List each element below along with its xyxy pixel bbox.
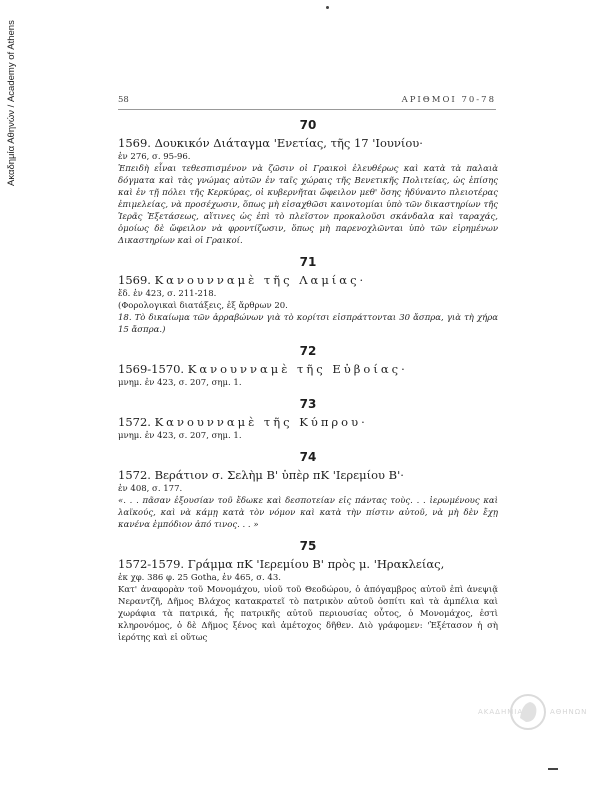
entry-title-text: Κανουνναμὲ τῆς Λαμίας· [154,273,367,287]
entry-title [118,273,498,288]
watermark-left-text: ΑΚΑΔΗΜΙΑ [478,708,524,716]
entry-number: 75 [299,539,317,553]
entry-reference: ἐν 276, σ. 95-96. [118,152,191,162]
page-content [118,118,498,644]
page-number: 58 [118,95,129,105]
entry-72 [118,344,498,389]
top-dot [326,6,329,9]
entry-year: 1569. [118,273,151,287]
entry-reference: μνημ. ἐν 423, σ. 207, σημ. 1. [118,378,242,388]
entry-year: 1572. [118,415,151,429]
footer-mark [548,768,558,770]
entry-note: (Φορολογικαὶ διατάξεις, ἐξ ἄρθρων 20. [118,301,288,311]
side-label: Ακαδημία Αθηνών / Academy of Athens [6,20,17,186]
entry-reference: μνημ. ἐν 423, σ. 207, σημ. 1. [118,431,242,441]
section-title: ΑΡΙΘΜΟΙ 70-78 [401,95,496,105]
entry-number: 70 [299,118,317,132]
entry-74 [118,450,498,531]
entry-number: 71 [299,255,317,269]
entry-reference: ἔδ. ἐν 423, σ. 211-218. [118,289,217,299]
entry-body: Κατ' ἀναφορὰν τοῦ Μονομάχου, υἱοῦ τοῦ Θεοδώρου, ὁ ἀπόγαμβρος αὐτοῦ ἐπὶ ἀνεψιᾷ Νεραντζῆ, Δῆμος Βλάχος κατακρατεῖ τὸ πατρικὸν αὐτοῦ ὁσπίτι καὶ τὰ ἀμπέλια καὶ χωράφια τὰ πατρικά, ἧς πατρικῆς αὐτοῦ περιουσίας οὗτος, ὁ Μονομάχος, ἐστὶ κληρονόμος, ὁ δὲ Δῆμος ξένος καὶ ἀμέτοχος δῆθεν. Διὸ γράφομεν: 'Ἐξέτασον ἡ σὴ ἱερότης καὶ εἰ οὕτως [118,585,498,643]
entry-title: 1569. Δουκικόν Διάταγμα 'Ενετίας, τῆς 17 'Ιουνίου· [118,136,423,150]
entry-title [118,415,498,430]
watermark-right-text: ΑΘΗΝΩΝ [550,708,588,716]
entry-70 [118,118,498,247]
entry-title-text: Κανουνναμὲ τῆς Εὐβοίας· [187,362,408,376]
entry-73 [118,397,498,442]
entry-body: «. . . πᾶσαν ἐξουσίαν τοῦ ἔδωκε καὶ δεσποτείαν εἰς πάντας τοὺς. . . ἱερωμένους καὶ λαϊκούς, καὶ νὰ κάμῃ κατὰ τὸν νόμον καὶ κατὰ τὴν πίστιν αὐτοῦ, νὰ μὴ δὲν ἔχῃ κανένα ἐμπόδιον ἀπό τινος. . . » [118,496,498,530]
entry-year: 1569-1570. [118,362,185,376]
entry-title: 1572. Βεράτιον σ. Σελὴμ Β' ὑπὲρ πΚ 'Ιερεμίου Β'· [118,468,404,482]
entry-title-text: Κανουνναμὲ τῆς Κύπρου· [154,415,368,429]
entry-title [118,362,498,377]
entry-reference: ἐν 408, σ. 177. [118,484,183,494]
page-header [118,95,496,110]
entry-title: 1572-1579. Γράμμα πΚ 'Ιερεμίου Β' πρὸς μ. 'Ηρακλείας, [118,557,445,571]
entry-body: 18. Τὸ δικαίωμα τῶν ἀρραβώνων γιὰ τὸ κορίτσι εἰσπράττονται 30 ἄσπρα, γιὰ τὴ χήρα 15 ἄσπρα.) [118,313,498,335]
entry-body: Ἐπειδὴ εἶναι τεθεσπισμένον νὰ ζῶσιν οἱ Γραικοὶ ἐλευθέρως καὶ κατὰ τὰ παλαιὰ δόγματα καὶ τὰς γνώμας αὐτῶν ἐν ταῖς χώραις τῆς Βενετικῆς Πολιτείας, ὡς ἐπίσης καὶ ἐν τῇ πόλει τῆς Κερκύρας, οἱ κυβερνῆται ὤφειλον μεθ' ὅσης ἠδύναντο πλειοτέρας ἐπιμελείας, νὰ προσέχωσιν, ὅπως μὴ εἰσαχθῶσι καινοτομίαι ὑπὸ τῶν δικαστηρίων τῆς Ἱερᾶς Ἐξετάσεως, αἵτινες ὡς ἐπὶ τὸ πλεῖστον προκαλοῦσι σκάνδαλα καὶ ταραχάς, ὁμοίως δὲ ὤφειλον νὰ φροντίζωσιν, ὅπως μὴ παρενοχλῶνται ὑπὸ τῶν εἰρημένων Δικαστηρίων καὶ οἱ Γραικοί. [118,164,498,246]
entry-number: 72 [299,344,317,358]
academy-watermark [478,690,588,740]
entry-71 [118,255,498,336]
entry-number: 74 [299,450,317,464]
entry-number: 73 [299,397,317,411]
entry-reference: ἐκ χφ. 386 φ. 25 Gotha, ἐν 465, σ. 43. [118,573,281,583]
athena-head-icon [508,692,548,732]
entry-75 [118,539,498,644]
